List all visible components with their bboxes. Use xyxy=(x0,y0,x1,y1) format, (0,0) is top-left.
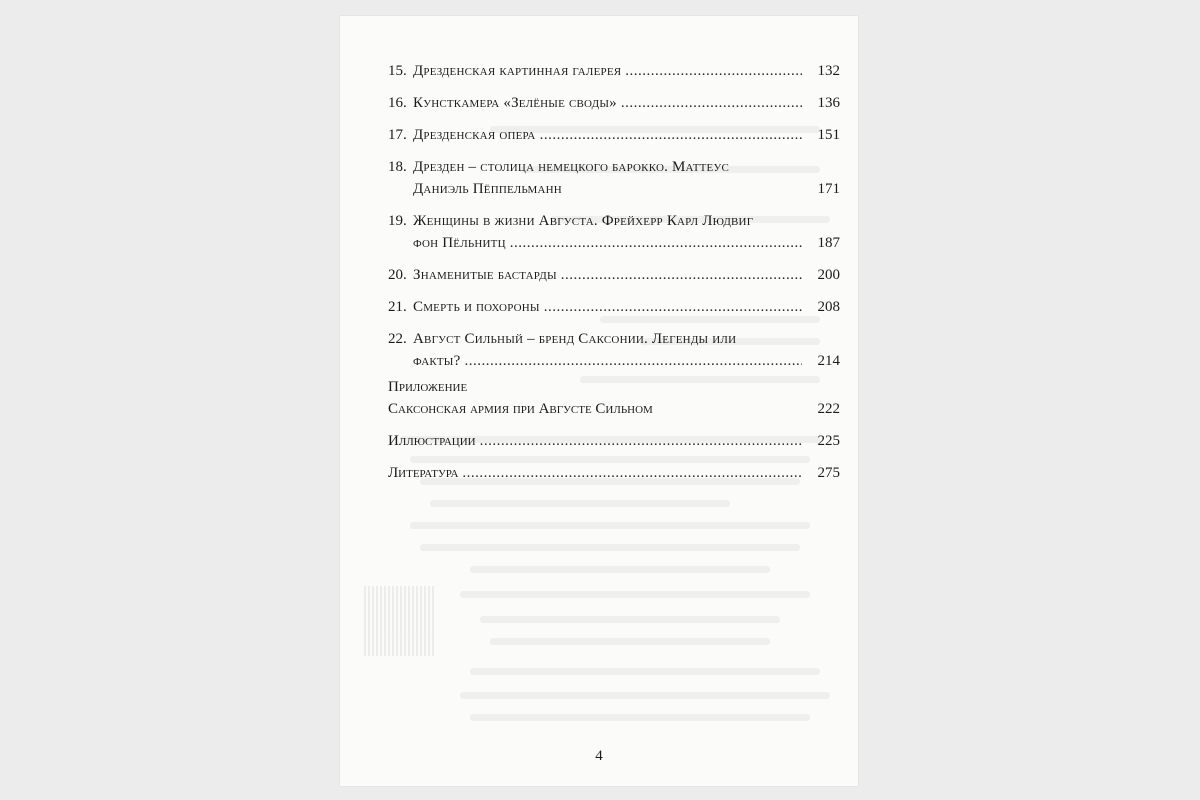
entry-number: 19. xyxy=(388,213,407,229)
entry-title: Дрезденская опера xyxy=(413,127,536,143)
illustrations-title: Иллюстрации xyxy=(388,433,476,449)
illustrations-page: 225 xyxy=(817,433,840,449)
literature-page: 275 xyxy=(817,465,840,481)
leader-dots xyxy=(621,92,802,114)
appendix-heading: Приложение xyxy=(388,379,468,395)
entry-number: 22. xyxy=(388,331,407,347)
entry-title-line1: Дрезден – столица немецкого барокко. Маттеус xyxy=(413,159,730,175)
entry-page: 132 xyxy=(817,63,840,79)
table-of-contents xyxy=(388,60,840,484)
leader-dots xyxy=(462,462,802,484)
entry-title-line2: фон Пёльнитц xyxy=(413,235,506,251)
appendix-page: 222 xyxy=(817,401,840,417)
toc-entry-16 xyxy=(388,92,840,114)
entry-title: Дрезденская картинная галерея xyxy=(413,63,622,79)
literature-title: Литература xyxy=(388,465,459,481)
toc-entry-19 xyxy=(388,210,840,254)
entry-page: 187 xyxy=(817,235,840,251)
entry-page: 208 xyxy=(817,299,840,315)
entry-number: 17. xyxy=(388,127,407,143)
entry-title-line2: Даниэль Пёппельманн xyxy=(413,181,562,197)
toc-appendix xyxy=(388,376,840,420)
entry-number: 16. xyxy=(388,95,407,111)
entry-page: 214 xyxy=(817,353,840,369)
entry-title: Знаменитые бастарды xyxy=(413,267,557,283)
leader-dots xyxy=(480,430,802,452)
toc-entry-15 xyxy=(388,60,840,82)
entry-number: 15. xyxy=(388,63,407,79)
leader-dots xyxy=(544,296,802,318)
page-number: 4 xyxy=(595,748,603,764)
toc-entry-18 xyxy=(388,156,840,200)
entry-title: Смерть и похороны xyxy=(413,299,540,315)
entry-page: 200 xyxy=(817,267,840,283)
leader-dots xyxy=(464,350,802,372)
entry-title-line2: факты? xyxy=(413,353,461,369)
leader-dots xyxy=(540,124,802,146)
appendix-title: Саксонская армия при Августе Сильном xyxy=(388,401,653,417)
entry-number: 20. xyxy=(388,267,407,283)
entry-number: 21. xyxy=(388,299,407,315)
entry-page: 136 xyxy=(817,95,840,111)
entry-page: 151 xyxy=(817,127,840,143)
entry-page: 171 xyxy=(817,181,840,197)
leader-dots xyxy=(510,232,802,254)
toc-entry-22 xyxy=(388,328,840,372)
entry-title-line1: Август Сильный – бренд Саксонии. Легенды или xyxy=(413,331,737,347)
toc-illustrations xyxy=(388,430,840,452)
toc-literature xyxy=(388,462,840,484)
leader-dots xyxy=(561,264,802,286)
toc-entry-21 xyxy=(388,296,840,318)
toc-entry-17 xyxy=(388,124,840,146)
leader-dots xyxy=(625,60,802,82)
entry-number: 18. xyxy=(388,159,407,175)
toc-entry-20 xyxy=(388,264,840,286)
book-page xyxy=(340,16,858,786)
entry-title-line1: Женщины в жизни Августа. Фрейхерр Карл Людвиг xyxy=(413,213,754,229)
entry-title: Кунсткамера «Зелёные своды» xyxy=(413,95,617,111)
